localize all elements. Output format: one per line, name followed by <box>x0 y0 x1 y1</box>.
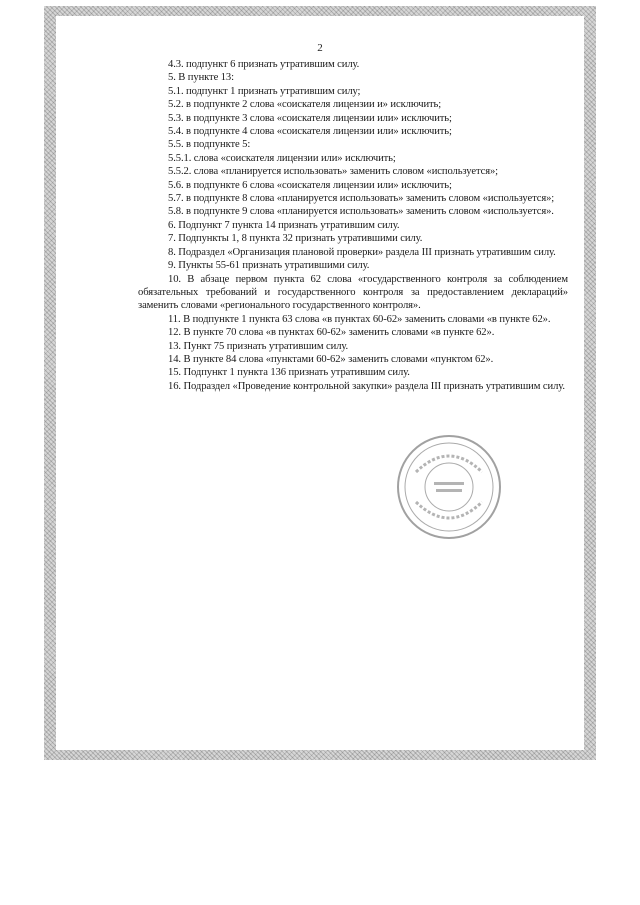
paragraph: 5.4. в подпункте 4 слова «соискателя лицензии или» исключить; <box>168 126 452 138</box>
paragraph: 5.2. в подпункте 2 слова «соискателя лицензии и» исключить; <box>168 99 442 111</box>
paragraph: 5.1. подпункт 1 признать утратившим силу; <box>168 85 361 97</box>
paragraph: 5.5.2. слова «планируется использовать» заменить словом «используется»; <box>168 166 499 178</box>
page-number: 2 <box>317 42 323 54</box>
paragraph: 5.6. в подпункте 6 слова «соискателя лицензии или» исключить; <box>168 179 452 191</box>
paragraph: 5.5.1. слова «соискателя лицензии или» исключить; <box>168 152 396 164</box>
official-stamp <box>394 432 504 542</box>
scanned-page-frame <box>44 6 596 760</box>
document-body <box>138 58 568 393</box>
paragraph: 13. Пункт 75 признать утратившим силу. <box>168 340 349 352</box>
paragraph: 5.7. в подпункте 8 слова «планируется использовать» заменить словом «используется»; <box>168 193 555 205</box>
paragraph: 8. Подраздел «Организация плановой проверки» раздела III признать утратившим силу. <box>168 246 556 258</box>
paragraph: 10. В абзаце первом пункта 62 слова «государственного контроля за соблюдением обязательных требований и государственного контроля за предоставлением деклараций» заменить словами «регионального государственного контроля». <box>138 273 568 312</box>
paragraph: 5. В пункте 13: <box>168 72 234 84</box>
paragraph: 15. Подпункт 1 пункта 136 признать утратившим силу. <box>168 367 410 379</box>
paragraph: 5.8. в подпункте 9 слова «планируется использовать» заменить словом «используется». <box>168 206 554 218</box>
paragraph: 6. Подпункт 7 пункта 14 признать утратившим силу. <box>168 219 400 231</box>
paragraph: 11. В подпункте 1 пункта 63 слова «в пунктах 60-62» заменить словами «в пункте 62». <box>168 313 551 325</box>
paragraph: 14. В пункте 84 слова «пунктами 60-62» заменить словами «пунктом 62». <box>168 353 494 365</box>
paragraph: 4.3. подпункт 6 признать утратившим силу. <box>168 59 360 70</box>
paragraph: 16. Подраздел «Проведение контрольной закупки» раздела III признать утратившим силу. <box>168 380 565 392</box>
paragraph: 7. Подпункты 1, 8 пункта 32 признать утратившими силу. <box>168 233 423 245</box>
paragraph: 5.5. в подпункте 5: <box>168 139 251 151</box>
document-sheet <box>56 16 584 750</box>
paragraph: 9. Пункты 55-61 признать утратившими силу. <box>168 260 370 272</box>
paragraph: 12. В пункте 70 слова «в пунктах 60-62» заменить словами «в пункте 62». <box>168 327 495 339</box>
paragraph: 5.3. в подпункте 3 слова «соискателя лицензии или» исключить; <box>168 112 452 124</box>
